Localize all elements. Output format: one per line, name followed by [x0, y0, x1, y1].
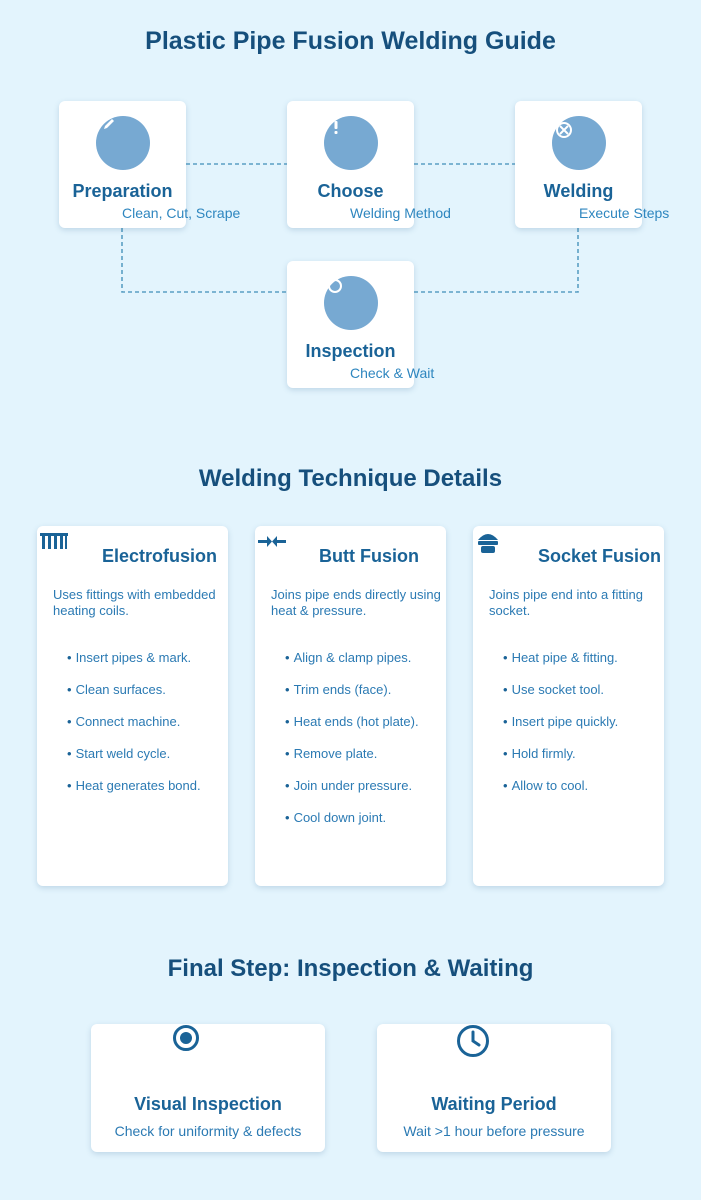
technique-description: Joins pipe ends directly using heat & pressure.: [271, 587, 441, 618]
technique-title: Electrofusion: [101, 546, 217, 566]
techniques-heading: Welding Technique Details: [198, 465, 503, 492]
connector-welding-inspection: [414, 228, 578, 292]
list-item: • Heat pipe & fitting.: [503, 650, 618, 665]
pencil-icon: [102, 117, 116, 131]
flow-step-subtitle: Check & Wait: [350, 365, 435, 381]
list-item: • Heat generates bond.: [67, 778, 201, 793]
clock-icon: [456, 1024, 490, 1058]
final-card-subtitle: Wait >1 hour before pressure: [403, 1123, 585, 1139]
technique-steps: [67, 650, 201, 810]
list-item: • Insert pipe quickly.: [503, 714, 619, 729]
technique-steps: [503, 650, 618, 810]
flow-step-preparation: [59, 101, 241, 228]
list-item: • Start weld cycle.: [67, 746, 171, 761]
technique-card-socket-fusion: [473, 526, 664, 886]
technique-title: Butt Fusion: [319, 546, 419, 566]
list-item: • Remove plate.: [285, 746, 378, 761]
list-item: • Join under pressure.: [285, 778, 413, 793]
list-item: • Heat ends (hot plate).: [285, 714, 419, 729]
list-item: • Connect machine.: [67, 714, 181, 729]
tools-icon: [555, 121, 573, 139]
flow-step-inspection: [287, 261, 435, 388]
target-icon: [172, 1024, 200, 1052]
list-item: • Hold firmly.: [503, 746, 576, 761]
list-item: • Cool down joint.: [285, 810, 387, 825]
flow-step-subtitle: Clean, Cut, Scrape: [122, 205, 241, 221]
flow-step-title: Choose: [317, 181, 384, 201]
list-item: • Use socket tool.: [503, 682, 605, 697]
final-card-title: Visual Inspection: [134, 1094, 282, 1114]
list-item: • Align & clamp pipes.: [285, 650, 412, 665]
connector-prep-inspection: [122, 228, 287, 292]
flow-step-subtitle: Welding Method: [350, 205, 451, 221]
list-item: • Allow to cool.: [503, 778, 589, 793]
final-card-title: Waiting Period: [431, 1094, 557, 1114]
technique-description: Joins pipe end into a fitting socket.: [489, 587, 643, 618]
flow-step-choose: [287, 101, 451, 228]
page-title: Plastic Pipe Fusion Welding Guide: [145, 27, 556, 55]
magnifier-icon: [326, 277, 344, 295]
technique-title: Socket Fusion: [537, 546, 661, 566]
final-card-waiting-period: [377, 1024, 611, 1152]
flow-step-title: Inspection: [305, 341, 396, 361]
technique-steps: [285, 650, 419, 842]
final-heading: Final Step: Inspection & Waiting: [167, 955, 534, 982]
technique-description: Uses fittings with embedded heating coils.: [53, 587, 216, 618]
list-item: • Clean surfaces.: [67, 682, 166, 697]
final-card-visual-inspection: [91, 1024, 325, 1152]
list-item: • Trim ends (face).: [285, 682, 392, 697]
flow-step-title: Preparation: [72, 181, 173, 201]
technique-card-butt-fusion: [255, 526, 446, 886]
flow-step-welding: [515, 101, 670, 228]
flow-step-subtitle: Execute Steps: [579, 205, 670, 221]
exclamation-icon: [331, 120, 341, 136]
flow-step-title: Welding: [543, 181, 614, 201]
final-card-subtitle: Check for uniformity & defects: [114, 1123, 302, 1139]
list-item: • Insert pipes & mark.: [67, 650, 192, 665]
technique-card-electrofusion: [37, 526, 228, 886]
